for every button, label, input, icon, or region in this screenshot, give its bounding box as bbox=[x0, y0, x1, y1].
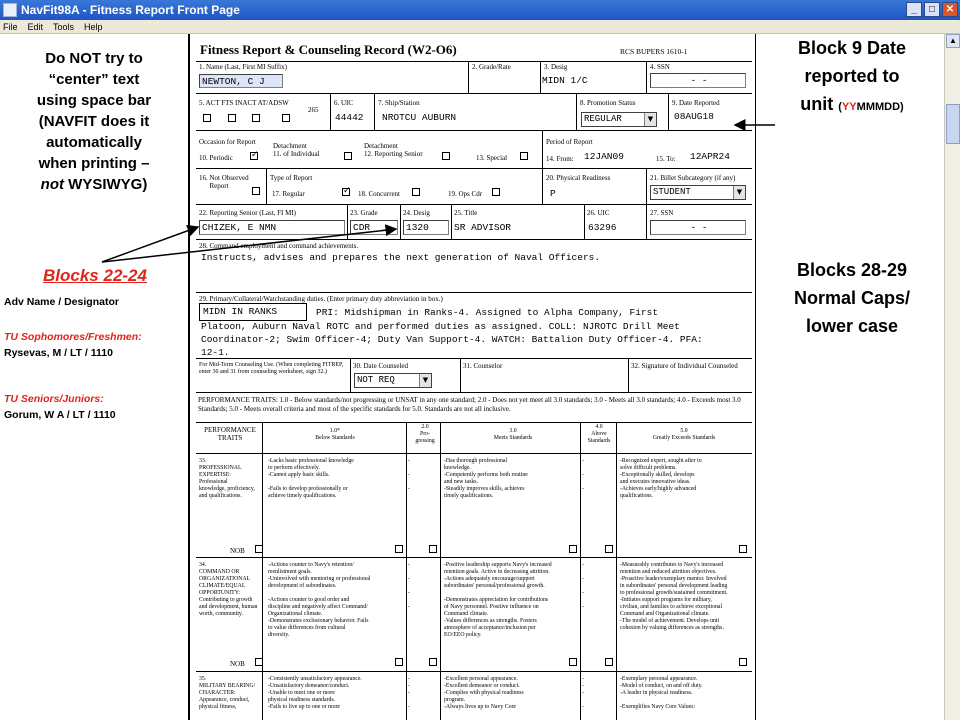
midterm-label: For Mid-Term Counseling Use. (When completing FITREP, enter 30 and 31 from counseling worksheet, sign 32.) bbox=[199, 362, 344, 375]
chevron-down-icon[interactable]: ▼ bbox=[419, 374, 431, 387]
trait-34-greatly: -Measurably contributes to Navy's increased retention and reduced attrition objectives. -Proactive leader/exemplary mentor. Involved in subordinates' personal development leading to professional growth/sustained commitment. -Initiates support programs for military, civilian, and families to achieve exceptional Command and Organizational climate. -The model of achievement. Develops unit cohesion by valuing differences as strengths. bbox=[620, 562, 728, 631]
nob-label: NOB bbox=[230, 660, 245, 668]
date-format-yy: YY bbox=[841, 101, 857, 113]
uic-field[interactable]: 44442 bbox=[335, 112, 364, 123]
traits-header: PERFORMANCE TRAITS bbox=[204, 426, 256, 442]
b21-label: 21. Billet Subcategory (if any) bbox=[650, 174, 736, 182]
note-line: lower case bbox=[805, 316, 899, 336]
col-header-1: 1.0* Below Standards bbox=[315, 428, 355, 441]
b3-label: 3. Desig bbox=[544, 63, 568, 71]
b30-label: 30. Date Counseled bbox=[353, 362, 409, 370]
b32-label: 32. Signature of Individual Counseled bbox=[631, 362, 738, 370]
rs-ssn-field[interactable]: - - bbox=[650, 220, 746, 235]
physical-readiness-field[interactable]: P bbox=[550, 188, 556, 199]
note-line: reported to bbox=[804, 66, 900, 86]
date-counseled-value: NOT REQ bbox=[357, 375, 395, 385]
b14-label: 14. From: bbox=[546, 155, 574, 163]
trait-34-prog: - - - - bbox=[408, 562, 410, 610]
b10-label: 10. Periodic bbox=[199, 154, 233, 162]
note-line: Blocks 28-29 bbox=[796, 260, 908, 280]
trait-35-greatly: -Exemplary personal appearance. -Model of conduct, on and off duty. -A leader in physical readiness. -Exemplifies Navy Core Values: bbox=[620, 676, 703, 710]
b18-label: 18. Concurrent bbox=[358, 190, 400, 198]
menu-help[interactable]: Help bbox=[84, 21, 103, 32]
note-line: Normal Caps/ bbox=[793, 288, 911, 308]
chevron-down-icon[interactable]: ▼ bbox=[733, 186, 745, 199]
note-line: using space bar bbox=[36, 92, 152, 109]
trait-34-name: 34. COMMAND OR ORGANIZATIONAL CLIMATE/EQUAL OPPORTUNITY: Contributing to growth and development, human worth, community. bbox=[199, 562, 258, 617]
note-text: WYSIWYG) bbox=[64, 176, 148, 193]
tu-soph-value: Rysevas, M / LT / 1110 bbox=[4, 347, 113, 359]
trait-33-above: - - - bbox=[582, 458, 584, 492]
trait-33-prog: - - - bbox=[408, 458, 410, 492]
b16-label: 16. Not Observed Report bbox=[199, 174, 249, 190]
trait-35-below: -Consistently unsatisfactory appearance. -Unsatisfactory demeanor/conduct. -Unable to meet one or more physical readiness standards. -Fails to live up to one or more bbox=[268, 676, 362, 710]
tu-soph-label: TU Sophomores/Freshmen: bbox=[4, 331, 142, 343]
b13-label: 13. Special bbox=[476, 154, 508, 162]
b8-label: 8. Promotion Status bbox=[580, 99, 636, 107]
period-to-field[interactable]: 12APR24 bbox=[690, 151, 730, 162]
col-header-3: 3.0 Meets Standards bbox=[493, 428, 533, 441]
primary-duty-value: MIDN IN RANKS bbox=[203, 306, 278, 317]
bupers-number: RCS BUPERS 1610-1 bbox=[620, 47, 688, 56]
col-header-4: 4.0 Above Standards bbox=[587, 424, 611, 444]
type-label: Type of Report bbox=[270, 174, 313, 182]
note-line: when printing – bbox=[38, 155, 150, 172]
trait-33-below: -Lacks basic professional knowledge to perform effectively. -Cannot apply basic skills. -Fails to develop professionally or achieve timely qualifications. bbox=[268, 458, 354, 499]
b24-label: 24. Desig bbox=[403, 209, 430, 217]
promotion-status-value: REGULAR bbox=[584, 114, 622, 124]
b22-label: 22. Reporting Senior (Last, FI MI) bbox=[199, 209, 297, 217]
b9-label: 9. Date Reported bbox=[672, 99, 720, 107]
b31-label: 31. Counselor bbox=[463, 362, 503, 370]
col-header-5: 5.0 Greatly Exceeds Standards bbox=[652, 428, 716, 441]
b23-label: 23. Grade bbox=[350, 209, 378, 217]
minimize-button[interactable]: _ bbox=[906, 2, 922, 17]
rs-grade-field[interactable]: CDR bbox=[350, 220, 398, 235]
b12-label: Detachment 12. Reporting Senior bbox=[364, 142, 423, 158]
trait-35-meets: -Excellent personal appearance. -Excellent demeanor or conduct. -Complies with physical readiness program. -Always lives up to Navy Core bbox=[444, 676, 524, 710]
b4-label: 4. SSN bbox=[650, 63, 670, 71]
adv-name-label: Adv Name / Designator bbox=[4, 296, 119, 308]
command-achievements-text[interactable]: Instructs, advises and prepares the next generation of Naval Officers. bbox=[201, 252, 601, 263]
period-from-field[interactable]: 12JAN09 bbox=[584, 151, 624, 162]
scroll-up-icon[interactable]: ▲ bbox=[946, 34, 960, 48]
trait-33-name: 33. PROFESSIONAL EXPERTISE: Professional knowledge, proficiency, and qualifications. bbox=[199, 458, 255, 499]
note-line: “center” text bbox=[48, 71, 140, 88]
trait-34-below: -Actions counter to Navy's retention/ reenlistment goals. -Uninvolved with mentoring or professional development of subordinates. -Actions counter to good order and discipline and negatively affect Command/ Organizational climate. -Demonstrates exclusionary behavior. Fails to value differences from cultural diversity. bbox=[268, 562, 371, 638]
nob-label: NOB bbox=[230, 547, 245, 555]
trait-33-greatly: -Recognized expert, sought after to solve difficult problems. -Exceptionally skilled, develops and executes innovative ideas. -Achieves early/highly advanced qualifications. bbox=[620, 458, 702, 499]
menu-file[interactable]: File bbox=[3, 21, 18, 32]
date-format-rest: MMMDD) bbox=[856, 101, 904, 113]
reporting-senior-field[interactable]: CHIZEK, E NMN bbox=[199, 220, 345, 235]
b17-label: 17. Regular bbox=[272, 190, 305, 198]
date-reported-field[interactable]: 08AUG18 bbox=[674, 111, 714, 122]
performance-traits-description: PERFORMANCE TRAITS: 1.0 - Below standards/not progressing or UNSAT in any one standard; 2.0 - Does not yet meet all 3.0 standards; 3.0 - Meets all 3.0 standards; 4.0 - Exceeds most 3.0 Standards; 5.0 - Meets overall criteria and most of the specific standards for 5.0. Standards are not all inclusive. bbox=[198, 396, 741, 413]
note-line: (NAVFIT does it bbox=[38, 113, 150, 130]
b11-label: Detachment 11. of Individual bbox=[273, 142, 320, 158]
period-label: Period of Report bbox=[546, 138, 593, 146]
b20-label: 20. Physical Readiness bbox=[546, 174, 611, 182]
b29-label: 29. Primary/Collateral/Watchstanding duties. (Enter primary duty abbreviation in box.) bbox=[199, 295, 443, 303]
col-header-2: 2.0 Pro- gressing bbox=[415, 424, 435, 444]
note-line: Block 9 Date bbox=[797, 38, 907, 58]
duties-line-3: Coordinator-2; Swim Officer-4; Duty Van Support-4. WATCH: Battalion Duty Officer-4. PFA: bbox=[201, 334, 703, 345]
duties-line-1: PRI: Midshipman in Ranks-4. Assigned to Alpha Company, First bbox=[316, 307, 659, 318]
form-title: Fitness Report & Counseling Record (W2-O6) bbox=[200, 42, 457, 57]
menu-tools[interactable]: Tools bbox=[53, 21, 75, 32]
maximize-button[interactable]: □ bbox=[924, 2, 940, 17]
note-line: automatically bbox=[46, 134, 142, 151]
rs-title-field[interactable]: SR ADVISOR bbox=[454, 222, 512, 233]
trait-35-name: 35. MILITARY BEARING/ CHARACTER: Appearance, conduct, physical fitness, bbox=[199, 676, 256, 710]
billet-subcategory-value: STUDENT bbox=[653, 187, 691, 197]
close-button[interactable]: ✕ bbox=[942, 2, 958, 17]
trait-33-meets: -Has thorough professional knowledge. -Competently performs both routine and new tasks. -Steadily improves skills, achieves timely qualifications. bbox=[444, 458, 528, 499]
rs-uic-field[interactable]: 63296 bbox=[588, 222, 617, 233]
b15-label: 15. To: bbox=[656, 155, 676, 163]
note-text: unit bbox=[800, 94, 834, 114]
b27-label: 27. SSN bbox=[650, 209, 674, 217]
trait-35-prog: - - - - bbox=[408, 676, 410, 710]
b6-label: 6. UIC bbox=[334, 99, 354, 107]
trait-34-meets: -Positive leadership supports Navy's increased retention goals. Active in decreasing attrition. -Actions adequately encourage/support subordinates' personal/professional growth. -Demonstrates appreciation for contributions of Navy personnel. Positive influence on Command climate. -Values differences as strengths. Fosters atmosphere of acceptance/inclusion per EO/EEO policy. bbox=[444, 562, 552, 638]
date-format-open: ( bbox=[838, 101, 842, 113]
chevron-down-icon[interactable]: ▼ bbox=[644, 113, 656, 126]
b5-sub: 265 bbox=[308, 106, 319, 114]
occasion-label: Occasion for Report bbox=[199, 138, 256, 146]
b19-label: 19. Ops Cdr bbox=[448, 190, 483, 198]
b7-label: 7. Ship/Station bbox=[378, 99, 420, 107]
trait-34-above: - - - - bbox=[582, 562, 584, 610]
duties-line-2: Platoon, Auburn Naval ROTC and performed duties as assigned. COLL: NJROTC Drill Meet bbox=[201, 321, 680, 332]
trait-35-above: - - - - bbox=[582, 676, 584, 710]
ssn-field[interactable]: - - bbox=[650, 73, 746, 88]
b26-label: 26. UIC bbox=[587, 209, 610, 217]
menu-edit[interactable]: Edit bbox=[27, 21, 44, 32]
b5-label: 5. ACT FTS INACT AT/ADSW bbox=[199, 99, 289, 107]
b25-label: 25. Title bbox=[454, 209, 478, 217]
note-line: Do NOT try to bbox=[45, 50, 143, 67]
note-emphasis: not bbox=[40, 176, 64, 193]
window-title: NavFit98A - Fitness Report Front Page bbox=[21, 3, 240, 17]
desig-field[interactable]: MIDN 1/C bbox=[542, 75, 588, 86]
blocks-22-24-title: Blocks 22-24 bbox=[43, 266, 147, 285]
b2-label: 2. Grade/Rate bbox=[472, 63, 511, 71]
rs-desig-field[interactable]: 1320 bbox=[403, 220, 449, 235]
name-field[interactable]: NEWTON, C J bbox=[199, 74, 283, 88]
b28-label: 28. Command employment and command achievements. bbox=[199, 242, 359, 250]
station-field[interactable]: NROTCU AUBURN bbox=[382, 112, 457, 123]
b1-label: 1. Name (Last, First MI Suffix) bbox=[199, 63, 287, 71]
duties-line-4: 12-1. bbox=[201, 347, 230, 358]
tu-sen-value: Gorum, W A / LT / 1110 bbox=[4, 409, 116, 421]
tu-sen-label: TU Seniors/Juniors: bbox=[4, 393, 104, 405]
